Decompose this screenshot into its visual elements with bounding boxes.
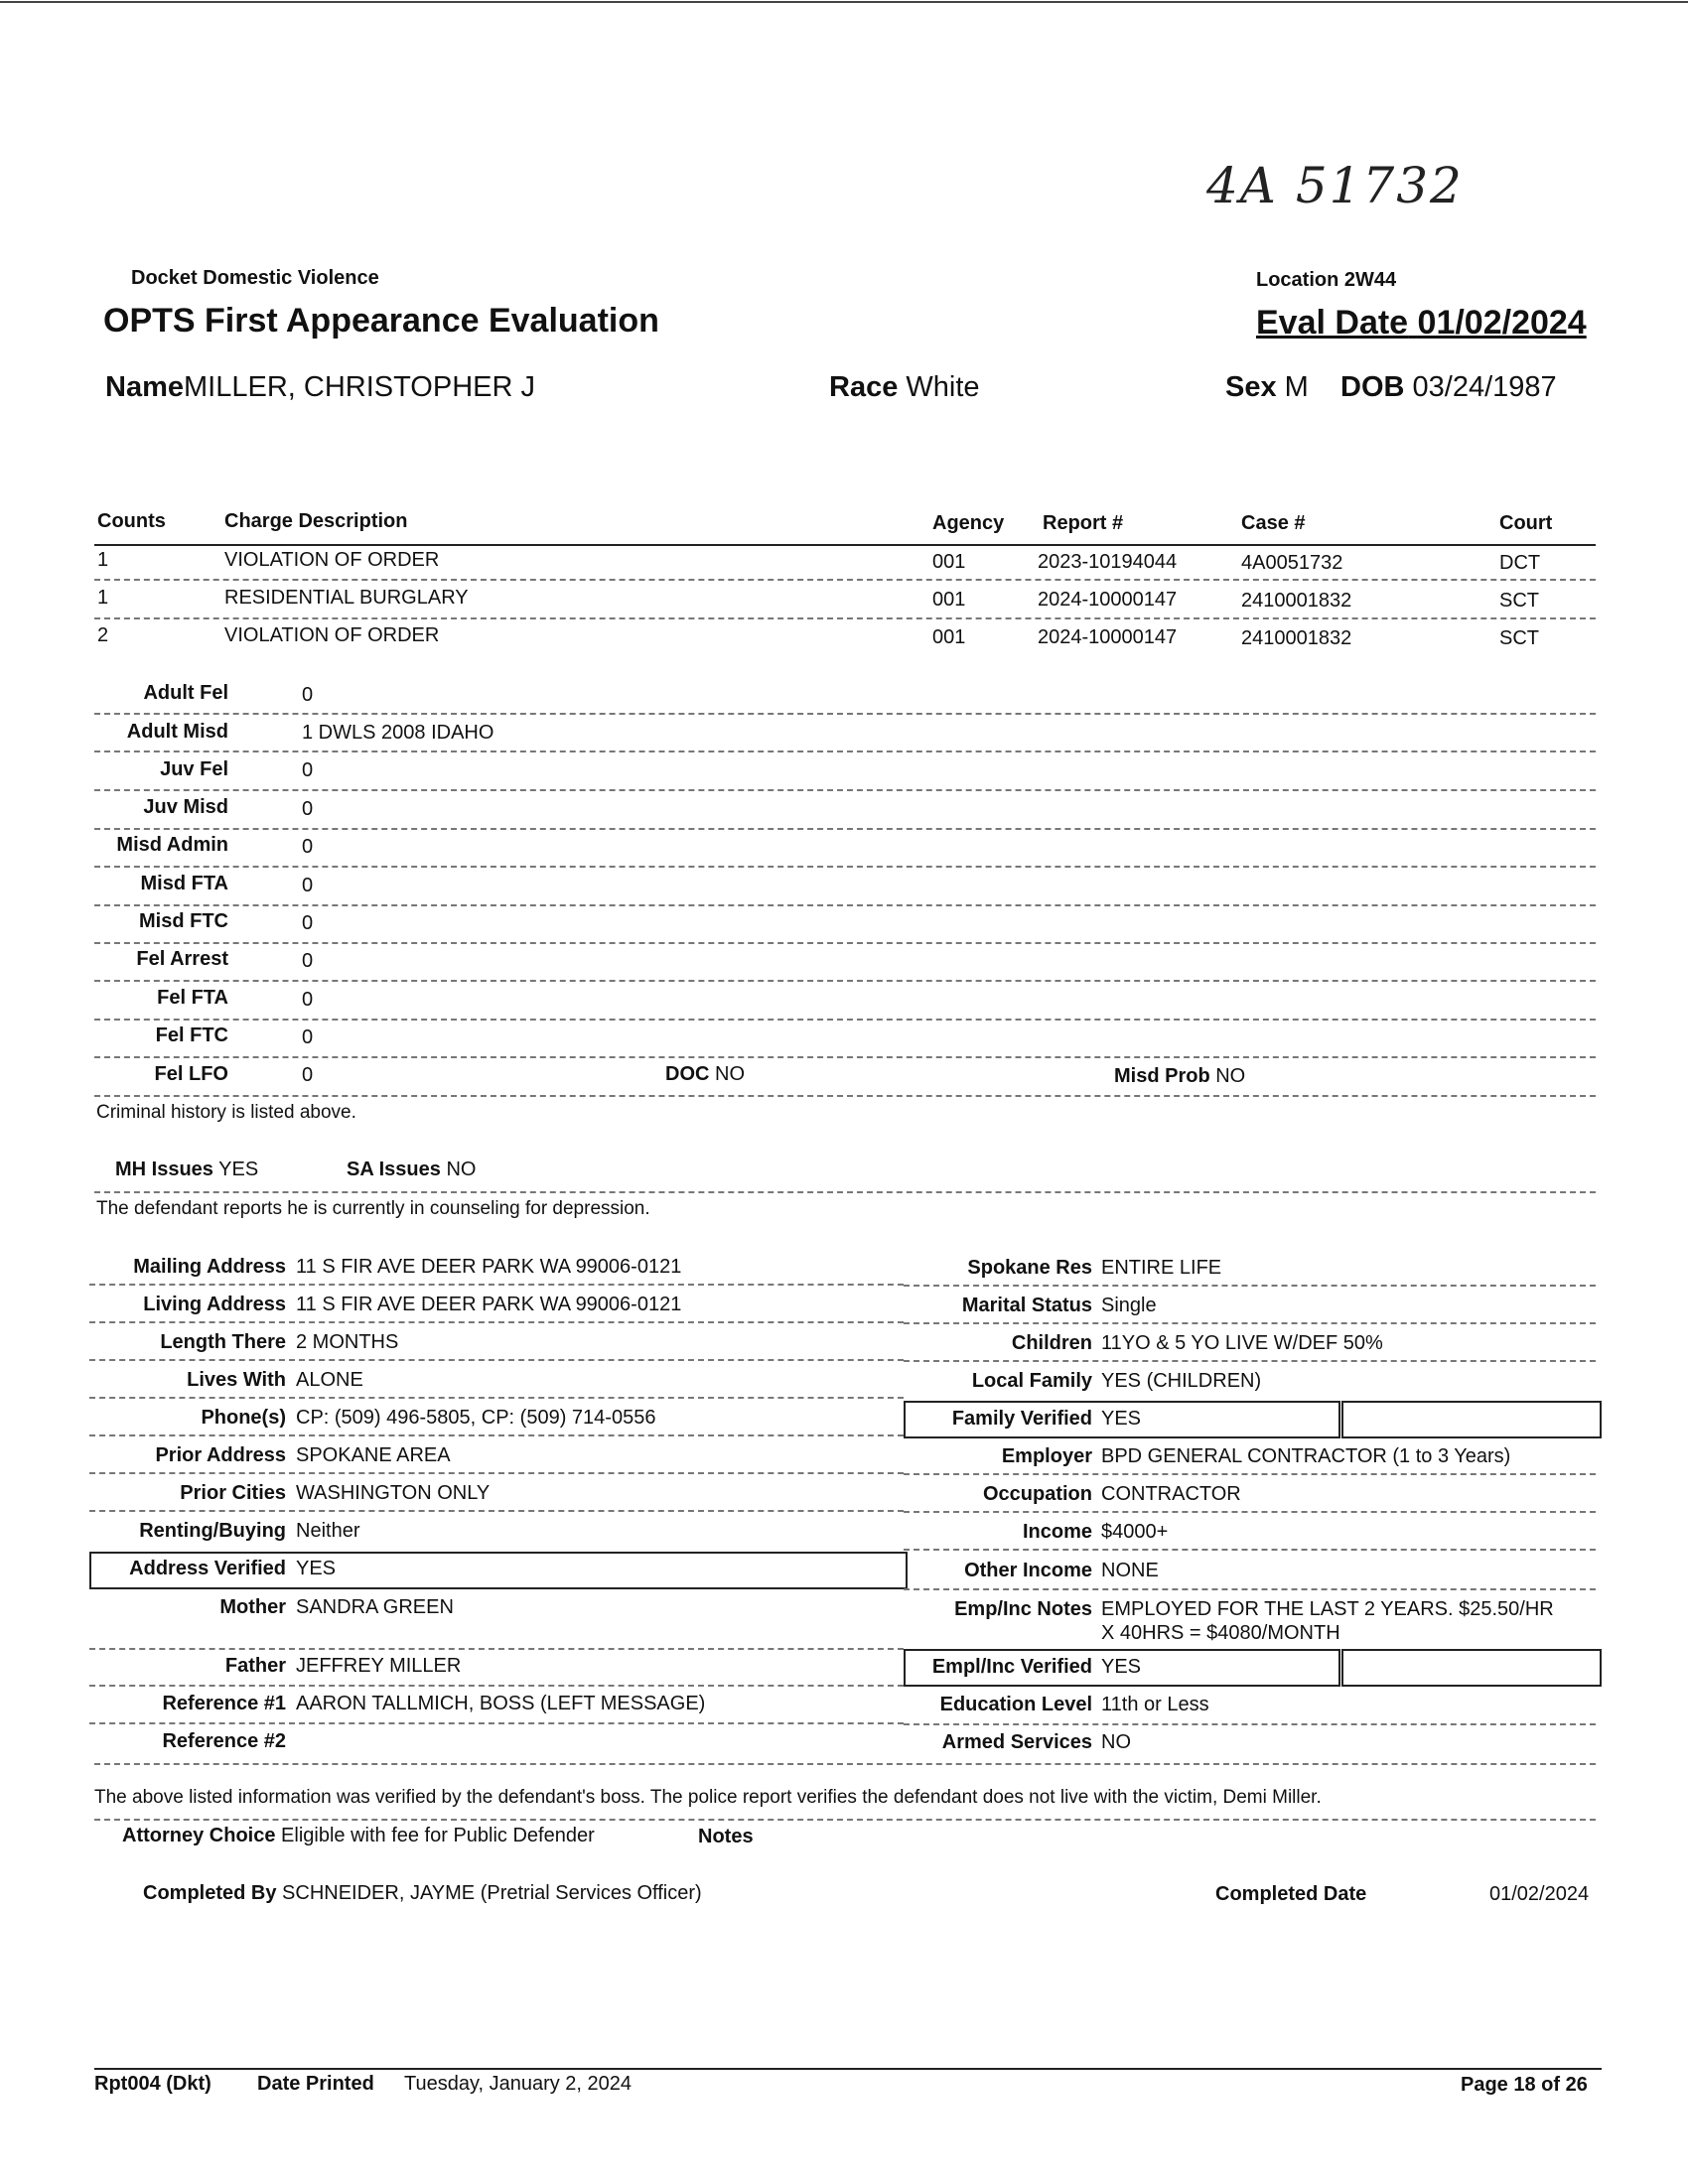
- row-divider: [94, 1056, 1596, 1058]
- cell-counts: 2: [97, 624, 109, 646]
- col-header-counts: Counts: [97, 510, 166, 532]
- col-header-court: Court: [1499, 512, 1553, 534]
- handwritten-case-number: 4A 51732: [1206, 157, 1464, 214]
- field-label: Reference #1: [162, 1693, 286, 1714]
- row-divider: [94, 1019, 1596, 1021]
- row-divider: [904, 1588, 1596, 1590]
- row-divider: [904, 1322, 1596, 1324]
- row-divider: [89, 1648, 904, 1650]
- field-value: NONE: [1101, 1560, 1159, 1581]
- field-value: Single: [1101, 1295, 1157, 1316]
- row-divider: [94, 617, 1596, 619]
- empl-verified-extra-box: [1341, 1649, 1602, 1687]
- cell-report: 2024-10000147: [1038, 589, 1178, 611]
- completed-date-label: Completed Date: [1215, 1883, 1367, 1905]
- doc-label: DOC: [665, 1063, 710, 1085]
- field-label: Phone(s): [201, 1407, 286, 1429]
- row-divider: [89, 1397, 904, 1399]
- cell-court: DCT: [1499, 552, 1541, 574]
- verification-note: The above listed information was verified by the defendant's boss. The police report verifies the defendant does not live with the victim, Demi Miller.: [94, 1787, 1322, 1808]
- field-label: Prior Address: [155, 1444, 286, 1466]
- footer-rule: [94, 2068, 1602, 2070]
- doc-value: NO: [715, 1063, 746, 1085]
- field-label: Mother: [219, 1596, 286, 1618]
- field-value: 11 S FIR AVE DEER PARK WA 99006-0121: [296, 1256, 682, 1278]
- field-label: Renting/Buying: [139, 1520, 286, 1542]
- attorney-choice-field: [122, 1825, 595, 1847]
- field-value: 11 S FIR AVE DEER PARK WA 99006-0121: [296, 1294, 682, 1315]
- completed-date-value: 01/02/2024: [1489, 1883, 1590, 1905]
- field-label: Children: [1011, 1332, 1092, 1354]
- cell-counts: 1: [97, 587, 109, 609]
- row-divider: [94, 980, 1596, 982]
- field-value: YES (CHILDREN): [1101, 1370, 1262, 1392]
- date-printed-label: Date Printed: [257, 2073, 374, 2095]
- field-value: AARON TALLMICH, BOSS (LEFT MESSAGE): [296, 1693, 706, 1714]
- field-value: 11th or Less: [1101, 1694, 1209, 1715]
- history-label: Misd Admin: [116, 834, 228, 856]
- row-divider: [904, 1360, 1596, 1362]
- row-divider: [94, 789, 1596, 791]
- race-value: White: [906, 371, 980, 403]
- eval-date-value: 01/02/2024: [1417, 304, 1587, 341]
- sex-field: [1225, 371, 1309, 404]
- field-label: Occupation: [982, 1483, 1092, 1505]
- history-label: Misd FTA: [140, 873, 228, 894]
- notes-label: Notes: [698, 1826, 754, 1847]
- history-label: Adult Misd: [126, 721, 228, 743]
- cell-case: 4A0051732: [1241, 552, 1343, 574]
- page-number: Page 18 of 26: [1461, 2074, 1588, 2096]
- mh-issues-label: MH Issues: [115, 1159, 213, 1180]
- date-printed-value: Tuesday, January 2, 2024: [404, 2073, 633, 2095]
- race-field: [829, 371, 980, 404]
- field-value: NO: [1101, 1731, 1131, 1753]
- name-value: MILLER, CHRISTOPHER J: [184, 371, 535, 403]
- row-divider: [89, 1510, 904, 1512]
- field-value: SANDRA GREEN: [296, 1596, 454, 1618]
- history-value: 0: [302, 875, 314, 896]
- history-value: 0: [302, 1064, 314, 1086]
- row-divider: [904, 1549, 1596, 1551]
- col-header-agency: Agency: [932, 512, 1005, 534]
- cell-counts: 1: [97, 549, 109, 571]
- attorney-choice-value: Eligible with fee for Public Defender: [281, 1825, 595, 1846]
- col-header-case: Case #: [1241, 512, 1306, 534]
- dob-value: 03/24/1987: [1412, 371, 1557, 403]
- field-value: SPOKANE AREA: [296, 1444, 451, 1466]
- history-value: 0: [302, 759, 314, 781]
- row-divider: [89, 1321, 904, 1323]
- history-label: Fel LFO: [154, 1063, 228, 1085]
- row-divider: [94, 579, 1596, 581]
- dob-label: DOB: [1340, 371, 1405, 403]
- history-value: 0: [302, 912, 314, 934]
- row-divider: [904, 1473, 1596, 1475]
- cell-agency: 001: [932, 551, 966, 573]
- field-label: Other Income: [964, 1560, 1092, 1581]
- history-label: Adult Fel: [143, 682, 228, 704]
- sa-issues-field: [347, 1159, 476, 1181]
- history-label: Fel FTC: [155, 1024, 228, 1046]
- cell-description: RESIDENTIAL BURGLARY: [224, 587, 469, 609]
- issues-note: The defendant reports he is currently in counseling for depression.: [96, 1198, 650, 1219]
- field-label: Prior Cities: [180, 1482, 286, 1504]
- field-label: Address Verified: [129, 1558, 286, 1579]
- location-label: Location: [1256, 269, 1339, 291]
- misd-prob-field: [1114, 1065, 1245, 1088]
- cell-case: 2410001832: [1241, 627, 1352, 649]
- completed-by-field: [143, 1882, 702, 1905]
- field-label: Length There: [160, 1331, 286, 1353]
- history-value: 0: [302, 1026, 314, 1048]
- doc-field: [665, 1063, 745, 1086]
- history-value: 0: [302, 836, 314, 858]
- field-label: Local Family: [971, 1370, 1092, 1392]
- field-label: Armed Services: [941, 1731, 1092, 1753]
- field-label: Employer: [1001, 1445, 1092, 1467]
- field-value: $4000+: [1101, 1521, 1169, 1543]
- sex-value: M: [1284, 371, 1309, 403]
- field-value-continued: X 40HRS = $4080/MONTH: [1101, 1622, 1340, 1644]
- docket-type: Docket Domestic Violence: [131, 267, 379, 289]
- cell-description: VIOLATION OF ORDER: [224, 549, 440, 571]
- field-value: JEFFREY MILLER: [296, 1655, 462, 1677]
- row-divider: [94, 1763, 1596, 1765]
- history-label: Fel Arrest: [136, 948, 228, 970]
- field-value: BPD GENERAL CONTRACTOR (1 to 3 Years): [1101, 1445, 1511, 1467]
- row-divider: [94, 904, 1596, 906]
- page-title: OPTS First Appearance Evaluation: [103, 302, 659, 340]
- field-label: Marital Status: [961, 1295, 1092, 1316]
- row-divider: [89, 1685, 904, 1687]
- cell-case: 2410001832: [1241, 590, 1352, 612]
- row-divider: [89, 1359, 904, 1361]
- eval-date-label: Eval Date: [1256, 304, 1409, 341]
- race-label: Race: [829, 371, 899, 403]
- completed-by-label: Completed By: [143, 1882, 277, 1904]
- field-label: Living Address: [143, 1294, 286, 1315]
- row-divider: [94, 828, 1596, 830]
- mh-issues-value: YES: [218, 1159, 259, 1180]
- field-value: ENTIRE LIFE: [1101, 1257, 1222, 1279]
- field-value: 11YO & 5 YO LIVE W/DEF 50%: [1101, 1332, 1383, 1354]
- eval-date: [1256, 304, 1587, 342]
- history-label: Misd FTC: [139, 910, 228, 932]
- sa-issues-value: NO: [446, 1159, 477, 1180]
- field-value: 2 MONTHS: [296, 1331, 399, 1353]
- cell-agency: 001: [932, 626, 966, 648]
- field-label: Empl/Inc Verified: [931, 1656, 1092, 1678]
- field-value: EMPLOYED FOR THE LAST 2 YEARS. $25.50/HR: [1101, 1598, 1554, 1620]
- completed-by-value: SCHNEIDER, JAYME (Pretrial Services Officer): [282, 1882, 702, 1904]
- history-label: Fel FTA: [157, 987, 228, 1009]
- row-divider: [89, 1284, 904, 1286]
- cell-report: 2024-10000147: [1038, 626, 1178, 648]
- row-divider: [94, 713, 1596, 715]
- top-border: [0, 1, 1688, 3]
- row-divider: [89, 1472, 904, 1474]
- cell-agency: 001: [932, 589, 966, 611]
- row-divider: [94, 1191, 1596, 1193]
- history-note: Criminal history is listed above.: [96, 1102, 356, 1123]
- field-value: YES: [1101, 1408, 1142, 1430]
- row-divider: [94, 1095, 1596, 1097]
- field-label: Mailing Address: [133, 1256, 286, 1278]
- table-header-rule: [94, 544, 1596, 546]
- history-value: 0: [302, 989, 314, 1011]
- attorney-choice-label: Attorney Choice: [122, 1825, 276, 1846]
- field-label: Reference #2: [162, 1730, 286, 1752]
- field-value: CP: (509) 496-5805, CP: (509) 714-0556: [296, 1407, 656, 1429]
- cell-report: 2023-10194044: [1038, 551, 1178, 573]
- field-label: Father: [224, 1655, 286, 1677]
- history-value: 0: [302, 798, 314, 820]
- cell-court: SCT: [1499, 627, 1539, 649]
- field-label: Emp/Inc Notes: [954, 1598, 1092, 1620]
- location-value: 2W44: [1343, 269, 1397, 291]
- field-value: ALONE: [296, 1369, 363, 1391]
- row-divider: [94, 1819, 1596, 1821]
- mh-issues-field: [115, 1159, 258, 1181]
- history-label: Juv Misd: [143, 796, 228, 818]
- row-divider: [94, 942, 1596, 944]
- field-label: Education Level: [939, 1694, 1092, 1715]
- field-label: Family Verified: [951, 1408, 1092, 1430]
- dob-field: [1340, 371, 1557, 404]
- history-value: 0: [302, 684, 314, 706]
- history-label: Juv Fel: [160, 758, 228, 780]
- row-divider: [94, 751, 1596, 752]
- row-divider: [904, 1723, 1596, 1725]
- sex-label: Sex: [1225, 371, 1277, 403]
- location: [1256, 269, 1396, 292]
- row-divider: [904, 1285, 1596, 1287]
- row-divider: [89, 1722, 904, 1724]
- field-value: YES: [296, 1558, 337, 1579]
- field-label: Income: [1022, 1521, 1092, 1543]
- field-value: Neither: [296, 1520, 360, 1542]
- sa-issues-label: SA Issues: [347, 1159, 441, 1180]
- cell-court: SCT: [1499, 590, 1539, 612]
- col-header-report: Report #: [1043, 512, 1124, 534]
- row-divider: [904, 1511, 1596, 1513]
- cell-description: VIOLATION OF ORDER: [224, 624, 440, 646]
- name-label: Name: [105, 371, 184, 403]
- field-label: Spokane Res: [967, 1257, 1092, 1279]
- col-header-description: Charge Description: [224, 510, 408, 532]
- family-verified-extra-box: [1341, 1401, 1602, 1438]
- field-value: WASHINGTON ONLY: [296, 1482, 491, 1504]
- misd-prob-label: Misd Prob: [1114, 1065, 1210, 1087]
- field-label: Lives With: [187, 1369, 286, 1391]
- history-value: 0: [302, 950, 314, 972]
- name-field: [105, 371, 535, 404]
- row-divider: [94, 866, 1596, 868]
- misd-prob-value: NO: [1215, 1065, 1246, 1087]
- field-value: CONTRACTOR: [1101, 1483, 1241, 1505]
- field-value: YES: [1101, 1656, 1142, 1678]
- history-value: 1 DWLS 2008 IDAHO: [302, 722, 494, 744]
- report-id: Rpt004 (Dkt): [94, 2073, 211, 2095]
- row-divider: [89, 1434, 904, 1436]
